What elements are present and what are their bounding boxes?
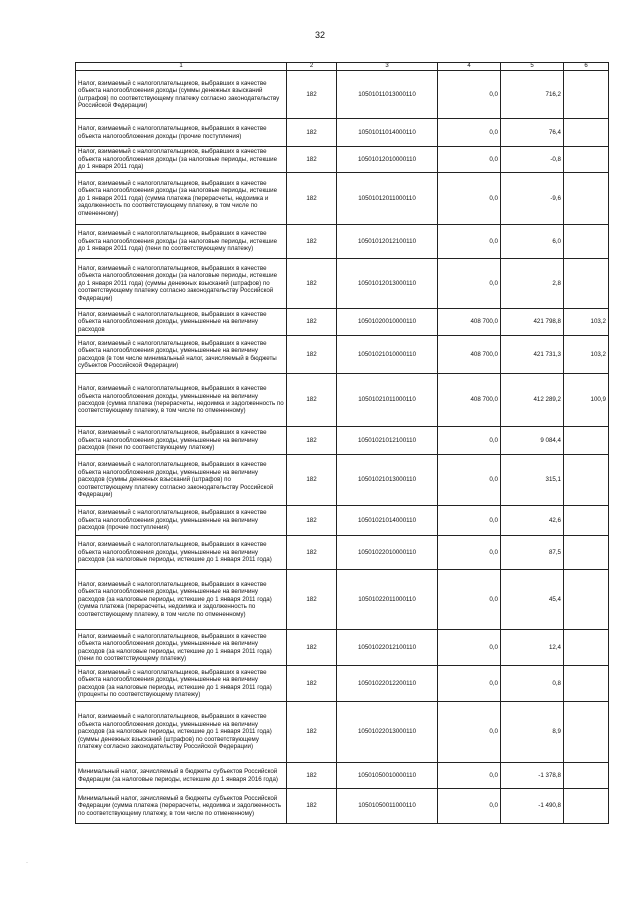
- admin-code-cell: 182: [287, 71, 337, 119]
- table-row: [76, 570, 609, 630]
- plan-amount-cell: 0,0: [438, 702, 501, 763]
- percent-cell: [564, 173, 609, 225]
- table-row: [76, 225, 609, 259]
- executed-amount-cell: 87,5: [501, 536, 564, 570]
- table-row: [76, 173, 609, 225]
- budget-code-cell: 10501012010000110: [337, 147, 438, 173]
- plan-amount-cell: 0,0: [438, 666, 501, 702]
- percent-cell: [564, 119, 609, 147]
- table-row: [76, 71, 609, 119]
- budget-code-cell: 10501021012100110: [337, 427, 438, 455]
- table-row: [76, 455, 609, 506]
- budget-code-cell: 10501021013000110: [337, 455, 438, 506]
- margin-mark: ·: [26, 860, 28, 866]
- revenue-name-cell: Налог, взимаемый с налогоплательщиков, выбравших в качестве объекта налогообложения доходы, уменьшенные на величину расходов (за налоговые периоды, истекшие до 1 января 2011 года) (пени по соответствующему платежу): [76, 630, 287, 666]
- revenue-table: [75, 62, 609, 824]
- admin-code-cell: 182: [287, 789, 337, 824]
- executed-amount-cell: 9 084,4: [501, 427, 564, 455]
- budget-code-cell: 10501011014000110: [337, 119, 438, 147]
- executed-amount-cell: 42,6: [501, 506, 564, 536]
- table-row: [76, 374, 609, 427]
- column-number-6: 6: [564, 63, 609, 71]
- percent-cell: [564, 506, 609, 536]
- budget-code-cell: 10501021014000110: [337, 506, 438, 536]
- plan-amount-cell: 0,0: [438, 506, 501, 536]
- percent-cell: [564, 427, 609, 455]
- executed-amount-cell: 421 798,8: [501, 309, 564, 336]
- budget-code-cell: 10501022012100110: [337, 630, 438, 666]
- column-number-2: 2: [287, 63, 337, 71]
- budget-code-cell: 10501012011000110: [337, 173, 438, 225]
- table-row: [76, 259, 609, 309]
- column-number-5: 5: [501, 63, 564, 71]
- percent-cell: [564, 763, 609, 789]
- percent-cell: 103,2: [564, 336, 609, 374]
- admin-code-cell: 182: [287, 336, 337, 374]
- budget-code-cell: 10501022013000110: [337, 702, 438, 763]
- executed-amount-cell: 12,4: [501, 630, 564, 666]
- table-row: [76, 309, 609, 336]
- budget-code-cell: 10501022010000110: [337, 536, 438, 570]
- admin-code-cell: 182: [287, 119, 337, 147]
- executed-amount-cell: -0,8: [501, 147, 564, 173]
- plan-amount-cell: 408 700,0: [438, 309, 501, 336]
- percent-cell: 100,9: [564, 374, 609, 427]
- revenue-name-cell: Налог, взимаемый с налогоплательщиков, выбравших в качестве объекта налогообложения доходы (за налоговые периоды, истекшие до 1 января 2011 года): [76, 147, 287, 173]
- table-row: [76, 763, 609, 789]
- plan-amount-cell: 0,0: [438, 119, 501, 147]
- admin-code-cell: 182: [287, 536, 337, 570]
- column-number-4: 4: [438, 63, 501, 71]
- percent-cell: [564, 147, 609, 173]
- plan-amount-cell: 0,0: [438, 570, 501, 630]
- admin-code-cell: 182: [287, 147, 337, 173]
- revenue-name-cell: Налог, взимаемый с налогоплательщиков, выбравших в качестве объекта налогообложения доходы (за налоговые периоды, истекшие до 1 января 2011 года) (сумма платежа (перерасчеты, недоимка и задолженность по соответствующему платежу, в том числе по отмененному): [76, 173, 287, 225]
- budget-code-cell: 10501020010000110: [337, 309, 438, 336]
- revenue-name-cell: Налог, взимаемый с налогоплательщиков, выбравших в качестве объекта налогообложения доходы, уменьшенные на величину расходов (за налоговые периоды, истекшие до 1 января 2011 года): [76, 536, 287, 570]
- table-row: [76, 666, 609, 702]
- plan-amount-cell: 0,0: [438, 789, 501, 824]
- plan-amount-cell: 0,0: [438, 455, 501, 506]
- admin-code-cell: 182: [287, 427, 337, 455]
- budget-code-cell: 10501012012100110: [337, 225, 438, 259]
- plan-amount-cell: 0,0: [438, 259, 501, 309]
- admin-code-cell: 182: [287, 702, 337, 763]
- plan-amount-cell: 408 700,0: [438, 374, 501, 427]
- table-row: [76, 789, 609, 824]
- plan-amount-cell: 0,0: [438, 71, 501, 119]
- plan-amount-cell: 408 700,0: [438, 336, 501, 374]
- table-row: [76, 506, 609, 536]
- admin-code-cell: 182: [287, 173, 337, 225]
- percent-cell: [564, 666, 609, 702]
- executed-amount-cell: -9,6: [501, 173, 564, 225]
- executed-amount-cell: 6,0: [501, 225, 564, 259]
- revenue-name-cell: Налог, взимаемый с налогоплательщиков, выбравших в качестве объекта налогообложения доходы, уменьшенные на величину расходов (сумма платежа (перерасчеты, недоимка и задолженность по соответствующему платежу, в том числе по отмененному): [76, 374, 287, 427]
- table-row: [76, 119, 609, 147]
- plan-amount-cell: 0,0: [438, 147, 501, 173]
- executed-amount-cell: 2,8: [501, 259, 564, 309]
- revenue-name-cell: Налог, взимаемый с налогоплательщиков, выбравших в качестве объекта налогообложения доходы (суммы денежных взысканий (штрафов) по соответствующему платежу согласно законодательству Российской Федерации): [76, 71, 287, 119]
- executed-amount-cell: 421 731,3: [501, 336, 564, 374]
- table-row: [76, 427, 609, 455]
- table-row: [76, 336, 609, 374]
- executed-amount-cell: 76,4: [501, 119, 564, 147]
- table-row: [76, 147, 609, 173]
- executed-amount-cell: 412 289,2: [501, 374, 564, 427]
- column-number-3: 3: [337, 63, 438, 71]
- table-row: [76, 536, 609, 570]
- table-row: [76, 702, 609, 763]
- admin-code-cell: 182: [287, 506, 337, 536]
- revenue-name-cell: Минимальный налог, зачисляемый в бюджеты субъектов Российской Федерации (сумма платежа (перерасчеты, недоимка и задолженность по соответствующему платежу, в том числе по отмененному): [76, 789, 287, 824]
- percent-cell: [564, 225, 609, 259]
- admin-code-cell: 182: [287, 455, 337, 506]
- page-number: 32: [314, 30, 325, 40]
- percent-cell: [564, 71, 609, 119]
- column-numbers-row: [76, 63, 609, 71]
- table-body: [76, 63, 609, 824]
- revenue-name-cell: Налог, взимаемый с налогоплательщиков, выбравших в качестве объекта налогообложения доходы, уменьшенные на величину расходов: [76, 309, 287, 336]
- executed-amount-cell: 0,8: [501, 666, 564, 702]
- admin-code-cell: 182: [287, 374, 337, 427]
- percent-cell: [564, 789, 609, 824]
- executed-amount-cell: 8,9: [501, 702, 564, 763]
- budget-code-cell: 10501022011000110: [337, 570, 438, 630]
- percent-cell: [564, 570, 609, 630]
- percent-cell: [564, 630, 609, 666]
- revenue-name-cell: Налог, взимаемый с налогоплательщиков, выбравших в качестве объекта налогообложения доходы, уменьшенные на величину расходов (за налоговые периоды, истекшие до 1 января 2011 года) (проценты по соответствующему платежу): [76, 666, 287, 702]
- revenue-name-cell: Налог, взимаемый с налогоплательщиков, выбравших в качестве объекта налогообложения доходы, уменьшенные на величину расходов (за налоговые периоды, истекшие до 1 января 2011 года) (сумма платежа (перерасчеты, недоимка и задолженность по соответствующему платежу, в том числе по отмененному): [76, 570, 287, 630]
- executed-amount-cell: -1 490,8: [501, 789, 564, 824]
- plan-amount-cell: 0,0: [438, 225, 501, 259]
- budget-code-cell: 10501021010000110: [337, 336, 438, 374]
- percent-cell: [564, 702, 609, 763]
- plan-amount-cell: 0,0: [438, 427, 501, 455]
- revenue-name-cell: Налог, взимаемый с налогоплательщиков, выбравших в качестве объекта налогообложения доходы, уменьшенные на величину расходов (прочие поступления): [76, 506, 287, 536]
- admin-code-cell: 182: [287, 309, 337, 336]
- plan-amount-cell: 0,0: [438, 173, 501, 225]
- budget-code-cell: 10501022012200110: [337, 666, 438, 702]
- revenue-name-cell: Налог, взимаемый с налогоплательщиков, выбравших в качестве объекта налогообложения доходы, уменьшенные на величину расходов (в том числе минимальный налог, зачисляемый в бюджеты субъектов Российской Федерации): [76, 336, 287, 374]
- budget-code-cell: 10501012013000110: [337, 259, 438, 309]
- budget-code-cell: 10501050011000110: [337, 789, 438, 824]
- percent-cell: 103,2: [564, 309, 609, 336]
- budget-code-cell: 10501050010000110: [337, 763, 438, 789]
- executed-amount-cell: 315,1: [501, 455, 564, 506]
- percent-cell: [564, 259, 609, 309]
- executed-amount-cell: 45,4: [501, 570, 564, 630]
- percent-cell: [564, 536, 609, 570]
- plan-amount-cell: 0,0: [438, 536, 501, 570]
- admin-code-cell: 182: [287, 225, 337, 259]
- admin-code-cell: 182: [287, 259, 337, 309]
- percent-cell: [564, 455, 609, 506]
- admin-code-cell: 182: [287, 763, 337, 789]
- executed-amount-cell: 716,2: [501, 71, 564, 119]
- revenue-name-cell: Налог, взимаемый с налогоплательщиков, выбравших в качестве объекта налогообложения доходы (прочие поступления): [76, 119, 287, 147]
- revenue-name-cell: Налог, взимаемый с налогоплательщиков, выбравших в качестве объекта налогообложения доходы, уменьшенные на величину расходов (суммы денежных взысканий (штрафов) по соответствующему платежу согласно законодательству Российской Федерации): [76, 455, 287, 506]
- revenue-name-cell: Налог, взимаемый с налогоплательщиков, выбравших в качестве объекта налогообложения доходы, уменьшенные на величину расходов (за налоговые периоды, истекшие до 1 января 2011 года) (суммы денежных взысканий (штрафов) по соответствующему платежу согласно законодательству Российской Федерации): [76, 702, 287, 763]
- revenue-name-cell: Налог, взимаемый с налогоплательщиков, выбравших в качестве объекта налогообложения доходы (за налоговые периоды, истекшие до 1 января 2011 года) (суммы денежных взысканий (штрафов) по соответствующему платежу согласно законодательству Российской Федерации): [76, 259, 287, 309]
- revenue-name-cell: Налог, взимаемый с налогоплательщиков, выбравших в качестве объекта налогообложения доходы (за налоговые периоды, истекшие до 1 января 2011 года) (пени по соответствующему платежу): [76, 225, 287, 259]
- revenue-name-cell: Минимальный налог, зачисляемый в бюджеты субъектов Российской Федерации (за налоговые периоды, истекшие до 1 января 2016 года): [76, 763, 287, 789]
- plan-amount-cell: 0,0: [438, 763, 501, 789]
- budget-code-cell: 10501011013000110: [337, 71, 438, 119]
- admin-code-cell: 182: [287, 630, 337, 666]
- revenue-name-cell: Налог, взимаемый с налогоплательщиков, выбравших в качестве объекта налогообложения доходы, уменьшенные на величину расходов (пени по соответствующему платежу): [76, 427, 287, 455]
- executed-amount-cell: -1 378,8: [501, 763, 564, 789]
- admin-code-cell: 182: [287, 570, 337, 630]
- admin-code-cell: 182: [287, 666, 337, 702]
- column-number-1: 1: [76, 63, 287, 71]
- budget-code-cell: 10501021011000110: [337, 374, 438, 427]
- table-row: [76, 630, 609, 666]
- plan-amount-cell: 0,0: [438, 630, 501, 666]
